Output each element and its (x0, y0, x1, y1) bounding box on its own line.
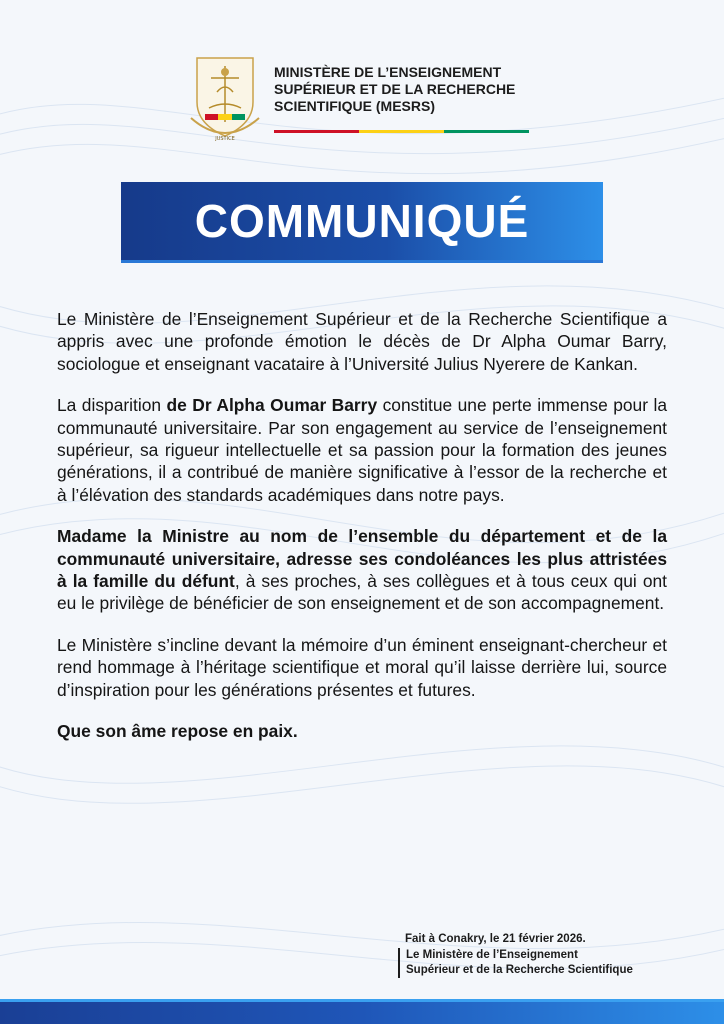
paragraph-2-start: La disparition (57, 395, 167, 416)
footer-bar (0, 1002, 724, 1024)
deceased-name: de Dr Alpha Oumar Barry (166, 395, 378, 416)
signature-line-1: Le Ministère de l’Enseignement (406, 949, 578, 961)
communique-banner (121, 182, 603, 263)
paragraph-3-rest: , à ses proches, à ses collègues et à tous ceux qui ont eu le privilège de bénéficier de son enseignement et de son accompagnement. (57, 571, 668, 614)
guinea-flag-stripe (274, 130, 529, 133)
guinea-coat-of-arms-icon (187, 52, 263, 144)
paragraph-1: Le Ministère de l’Enseignement Supérieur et de la Recherche Scientifique a appris avec une profonde émotion le décès de Dr Alpha Oumar Barry, sociologue et enseignant vacataire à l’Université Julius Nyerere de Kankan. (57, 309, 667, 374)
closing-line: Que son âme repose en paix. (57, 721, 298, 742)
paragraph-4: Le Ministère s’incline devant la mémoire d’un éminent enseignant-chercheur et rend hommage à l’héritage scientifique et moral qu’il laisse derrière lui, source d’inspiration pour les générations présentes et futures. (57, 634, 667, 700)
signature-date: Fait à Conakry, le 21 février 2026. (405, 933, 586, 945)
ministry-header (183, 52, 563, 147)
ministry-name: MINISTÈRE DE L’ENSEIGNEMENT SUPÉRIEUR ET DE LA RECHERCHE SCIENTIFIQUE (MESRS) (274, 64, 516, 114)
paragraph-2 (57, 394, 667, 506)
emblem-motto: JUSTICE (215, 136, 235, 142)
signature-line-2: Supérieur et de la Recherche Scientifique (406, 964, 633, 976)
signature-signatory (398, 948, 668, 978)
banner-title: COMMUNIQUÉ (194, 195, 530, 247)
paragraph-3 (57, 525, 667, 615)
banner-panel (121, 182, 603, 260)
communique-body (57, 308, 667, 742)
signature-block (398, 932, 668, 978)
paragraph-2-rest: constitue une perte immense pour la communauté universitaire. Par son engagement au service de l’enseignement supérieur, sa rigueur intellectuelle et sa passion pour la formation des jeunes générations, il a contribué de manière significative à l’essor de la recherche et à l’élévation des standards académiques dans notre pays. (57, 395, 667, 505)
condolences-statement: Madame la Ministre au nom de l’ensemble du département et de la communauté universitaire, adresse ses condoléances les plus attristées à la famille du défunt (57, 526, 667, 592)
